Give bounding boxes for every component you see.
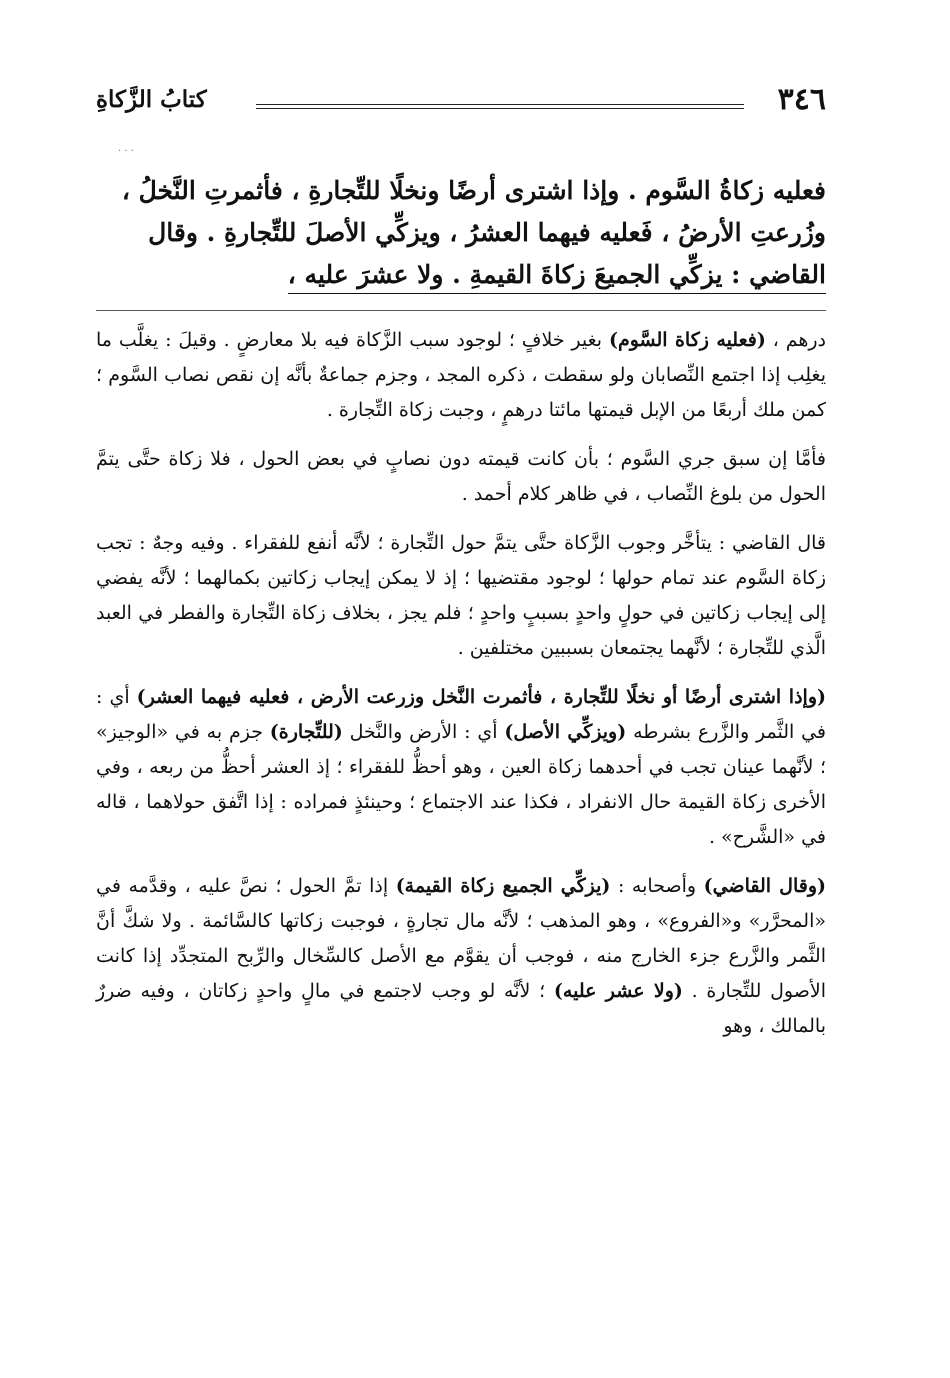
commentary-paragraph — [96, 680, 826, 855]
commentary-text: وأصحابه : — [610, 875, 704, 897]
commentary-text: درهم ، — [765, 329, 827, 351]
header-rule — [256, 104, 744, 109]
page-header — [96, 82, 826, 122]
matn-quote: (ولا عشر عليه) — [553, 980, 683, 1002]
commentary-text: أي : الأرض والنَّخل — [342, 721, 505, 743]
commentary-paragraph — [96, 323, 826, 428]
scan-speck: · · · — [118, 146, 134, 157]
commentary-text: جزم به في «الوجيز» ؛ لأنَّهما عينان تجب في أحدهما زكاة العين ، وهو أحظُّ للفقراء ؛ إذ العشر أحظُّ من ربعه ، وفي الأخرى زكاة القيمة حال الانفراد ، فكذا عند الاجتماع ؛ وحينئذٍ فمراده : إذا اتَّفق حولاهما ، قاله في «الشَّرح» . — [96, 721, 826, 848]
matn-quote: (وقال القاضي) — [703, 875, 827, 897]
commentary-paragraph: فأمَّا إن سبق جري السَّوم ؛ بأن كانت قيمته دون نصابٍ في بعض الحول ، فلا زكاة حتَّى يتمَّ الحول من بلوغ النِّصاب ، في ظاهر كلام أحمد . — [96, 448, 826, 505]
page-number: ٣٤٦ — [777, 82, 826, 117]
matn-line: وزُرعتِ الأرضُ ، فَعليه فيهما العشرُ ، ويزكِّي الأصلَ للتِّجارةِ . وقال — [148, 218, 826, 247]
commentary-text: أي : في الثَّمر والزَّرع بشرطه — [96, 686, 827, 743]
matn-quote: (يزكِّي الجميع زكاة القيمة) — [395, 875, 611, 897]
commentary-text: إذا تمَّ الحول ؛ نصَّ عليه ، وقدَّمه في «المحرَّر» و«الفروع» ، وهو المذهب ؛ لأنَّه مال تجارةٍ ، فوجبت زكاتها كالسَّائمة . ولا شكَّ أنَّ الثَّمر والزَّرع جزء الخارج منه ، فوجب أن يقوَّم مع الأصل كالسِّخال والرِّبح المتجدِّد إذا كانت الأصول للتِّجارة . — [96, 875, 826, 1002]
commentary-text: ؛ لأنَّه لو وجب لاجتمع في مالٍ واحدٍ زكاتان ، وفيه ضررٌ بالمالك ، وهو — [96, 980, 826, 1037]
matn-quote: (ويزكِّي الأصل) — [504, 721, 627, 743]
matn-line-underlined: القاضي : يزكِّي الجميعَ زكاةَ القيمةِ . ولا عشرَ عليه ، — [288, 260, 826, 294]
book-title: كتابُ الزَّكاةِ — [96, 86, 207, 113]
commentary-paragraph — [96, 869, 826, 1044]
matn-line — [96, 254, 826, 296]
matn-text — [96, 170, 826, 296]
text-column — [96, 170, 826, 1058]
matn-separator — [96, 310, 826, 311]
matn-line: فعليه زكاةُ السَّوم . وإذا اشترى أرضًا ونخلًا للتِّجارةِ ، فأثمرتِ النَّخلُ ، — [121, 176, 826, 205]
matn-quote: (فعليه زكاة السَّوم) — [608, 329, 766, 351]
matn-quote: (للتِّجارة) — [269, 721, 343, 743]
commentary-text: بغير خلافٍ ؛ لوجود سبب الزَّكاة فيه بلا معارضٍ . وقيلَ : يغلَّب ما يغلِب إذا اجتمع النِّصابان ولو سقطت ، ذكره المجد ، وجزم جماعةٌ بأنَّه إن نقص نصاب السَّوم ؛ كمن ملك أربعًا من الإبل قيمتها مائتا درهمٍ ، وجبت زكاة التِّجارة . — [96, 329, 826, 421]
matn-quote: (وإذا اشترى أرضًا أو نخلًا للتِّجارة ، فأثمرت النَّخل وزرعت الأرض ، فعليه فيهما العشر) — [136, 686, 826, 708]
commentary-paragraph: قال القاضي : يتأخَّر وجوب الزَّكاة حتَّى يتمَّ حول التِّجارة ؛ لأنَّه أنفع للفقراء . وفيه وجهٌ : تجب زكاة السَّوم عند تمام حولها ؛ لوجود مقتضيها ؛ إذ لا يمكن إيجاب زكاتين بكمالهما ؛ لأنَّه يفضي إلى إيجاب زكاتين في حولٍ واحدٍ بسببٍ واحدٍ ؛ فلم يجز ، بخلاف زكاة التِّجارة والفطر في العبد الَّذي للتِّجارة ؛ لأنَّهما يجتمعان بسببين مختلفين . — [96, 532, 826, 659]
